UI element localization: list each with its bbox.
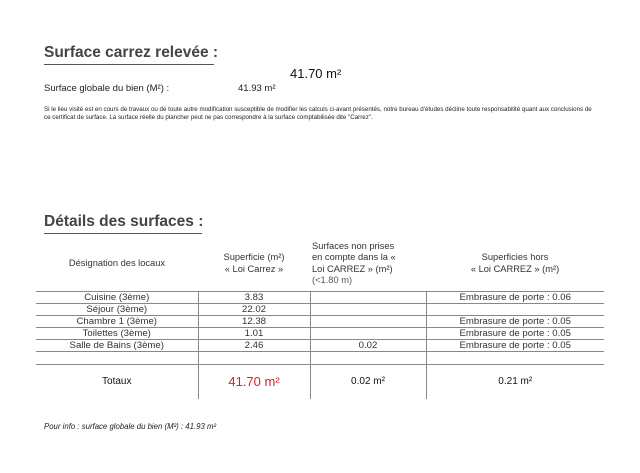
- room-hors: Embrasure de porte : 0.05: [426, 315, 604, 327]
- totals-hors: 0.21 m²: [426, 364, 604, 399]
- header-superficie-line2: « Loi Carrez »: [224, 263, 284, 274]
- header-superficie-line1: Superficie (m²): [223, 252, 285, 263]
- global-surface-label: Surface globale du bien (M²) :: [44, 83, 170, 94]
- header-hors-carrez: [426, 237, 604, 291]
- room-carrez: 1.01: [198, 327, 310, 339]
- table-row: [36, 291, 604, 303]
- totals-row: [36, 364, 604, 399]
- room-non-prises: [310, 315, 426, 327]
- header-non-prises-line2: en compte dans la «: [312, 252, 396, 263]
- spacer-cell: [426, 351, 604, 364]
- table-row: [36, 303, 604, 315]
- header-non-prises-line4: (<1.80 m): [312, 275, 353, 286]
- table-spacer-row: [36, 351, 604, 364]
- room-hors: [426, 303, 604, 315]
- room-name: Toilettes (3ème): [36, 327, 198, 339]
- room-non-prises: [310, 327, 426, 339]
- room-non-prises: [310, 303, 426, 315]
- section-title-part2: relevée :: [155, 44, 219, 61]
- table-row: [36, 339, 604, 351]
- header-designation: Désignation des locaux: [68, 258, 166, 268]
- surface-details-table: [36, 237, 604, 399]
- header-non-prises: [310, 237, 426, 291]
- room-hors: Embrasure de porte : 0.06: [426, 291, 604, 303]
- spacer-cell: [198, 351, 310, 364]
- header-superficie: [198, 237, 310, 291]
- totals-carrez: 41.70 m²: [198, 364, 310, 399]
- room-hors: Embrasure de porte : 0.05: [426, 327, 604, 339]
- room-hors: Embrasure de porte : 0.05: [426, 339, 604, 351]
- header-non-prises-line1: Surfaces non prises: [312, 240, 395, 251]
- spacer-cell: [36, 351, 198, 364]
- section-title-surface-carrez: [44, 44, 219, 65]
- room-non-prises: 0.02: [310, 339, 426, 351]
- totals-label: Totaux: [36, 364, 198, 399]
- room-name: Cuisine (3ème): [36, 291, 198, 303]
- header-hors-line2: « Loi CARREZ » (m²): [470, 263, 560, 274]
- room-carrez: 3.83: [198, 291, 310, 303]
- totals-non-prises: 0.02 m²: [310, 364, 426, 399]
- room-carrez: 2.46: [198, 339, 310, 351]
- room-carrez: 12.38: [198, 315, 310, 327]
- room-name: Salle de Bains (3ème): [36, 339, 198, 351]
- table-row: [36, 327, 604, 339]
- room-carrez: 22.02: [198, 303, 310, 315]
- room-name: Chambre 1 (3ème): [36, 315, 198, 327]
- section-title-details: Détails des surfaces :: [44, 213, 202, 234]
- room-non-prises: [310, 291, 426, 303]
- disclaimer-text: Si le lieu visité est en cours de travaux ou de toute autre modification susceptible de modifier les calculs ci-avant présentés, notre bureau d'études décline toute responsabilité quant aux conclusions de ce certificat de surface. La surface réelle du plancher peut ne pas correspondre à la surface comptabilisée dite "Carrez".: [44, 106, 592, 121]
- section-title-part1: Surface carrez: [44, 44, 156, 61]
- global-surface-value: 41.93 m²: [238, 83, 276, 94]
- room-name: Séjour (3ème): [36, 303, 198, 315]
- footer-info: Pour info : surface globale du bien (M²) : 41.93 m²: [44, 422, 217, 431]
- table-header-row: [36, 237, 604, 291]
- carrez-total-value: 41.70 m²: [290, 66, 342, 81]
- header-hors-line1: Superficies hors: [481, 252, 549, 263]
- header-non-prises-line3: Loi CARREZ » (m²): [312, 263, 393, 274]
- spacer-cell: [310, 351, 426, 364]
- table-row: [36, 315, 604, 327]
